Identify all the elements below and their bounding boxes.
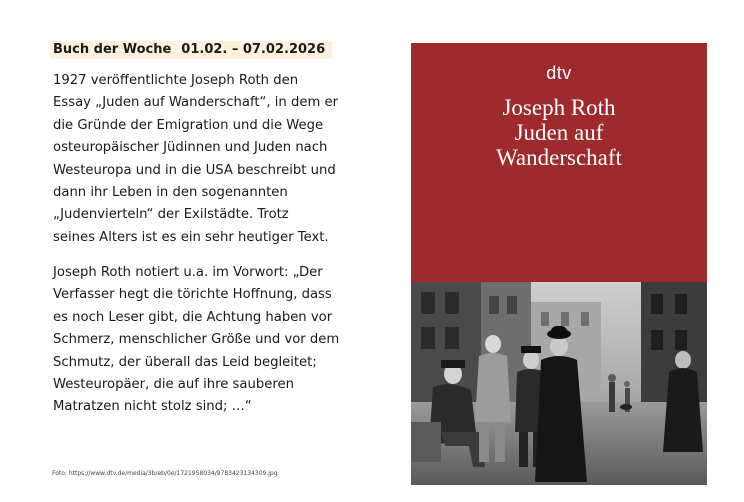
text-line: „Judenvierteln“ der Exilstädte. Trotz: [53, 207, 289, 223]
header-bar: [50, 41, 332, 59]
text-line: Westeuropäer, die auf ihre sauberen: [53, 377, 294, 393]
paragraph-intro: [53, 70, 343, 249]
text-line: Matratzen nicht stolz sind; …“: [53, 399, 252, 415]
text-line: Westeuropa und in die USA beschreibt und: [53, 162, 336, 178]
header-label: Buch der Woche: [53, 42, 172, 57]
text-line: die Gründe der Emigration und die Wege: [53, 117, 324, 133]
cover-title: [411, 95, 707, 170]
text-line: Schmerz, menschlicher Größe und vor dem: [53, 332, 340, 348]
street-scene-photo: [411, 282, 707, 485]
book-cover: [411, 43, 707, 485]
cover-title-line: Juden auf: [514, 120, 604, 145]
cover-author: Joseph Roth: [502, 95, 616, 120]
publisher-logo: dtv: [546, 63, 572, 83]
text-line: Essay „Juden auf Wanderschaft“, in dem er: [53, 95, 339, 111]
text-line: es noch Leser gibt, die Achtung haben vor: [53, 309, 333, 325]
text-line: 1927 veröffentlichte Joseph Roth den: [53, 73, 299, 88]
text-line: Verfasser hegt die törichte Hoffnung, dass: [53, 287, 332, 303]
text-line: Schmutz, der überall das Leid begleitet;: [53, 354, 317, 370]
text-line: dann ihr Leben in den sogenannten: [53, 185, 288, 201]
paragraph-quote: [53, 262, 343, 419]
text-line: Joseph Roth notiert u.a. im Vorwort: „Der: [53, 265, 323, 280]
header-dates: 01.02. – 07.02.2026: [181, 42, 326, 57]
text-line: osteuropäischer Jüdinnen und Juden nach: [53, 140, 328, 156]
text-line: seines Alters ist es ein sehr heutiger Text.: [53, 229, 329, 245]
cover-title-line: Wanderschaft: [496, 145, 622, 170]
cover-title-panel: [411, 43, 707, 282]
photo-credit: Foto: https://www.dtv.de/media/3b/eb/0e/1721958034/9783423134309.jpg: [52, 470, 278, 477]
